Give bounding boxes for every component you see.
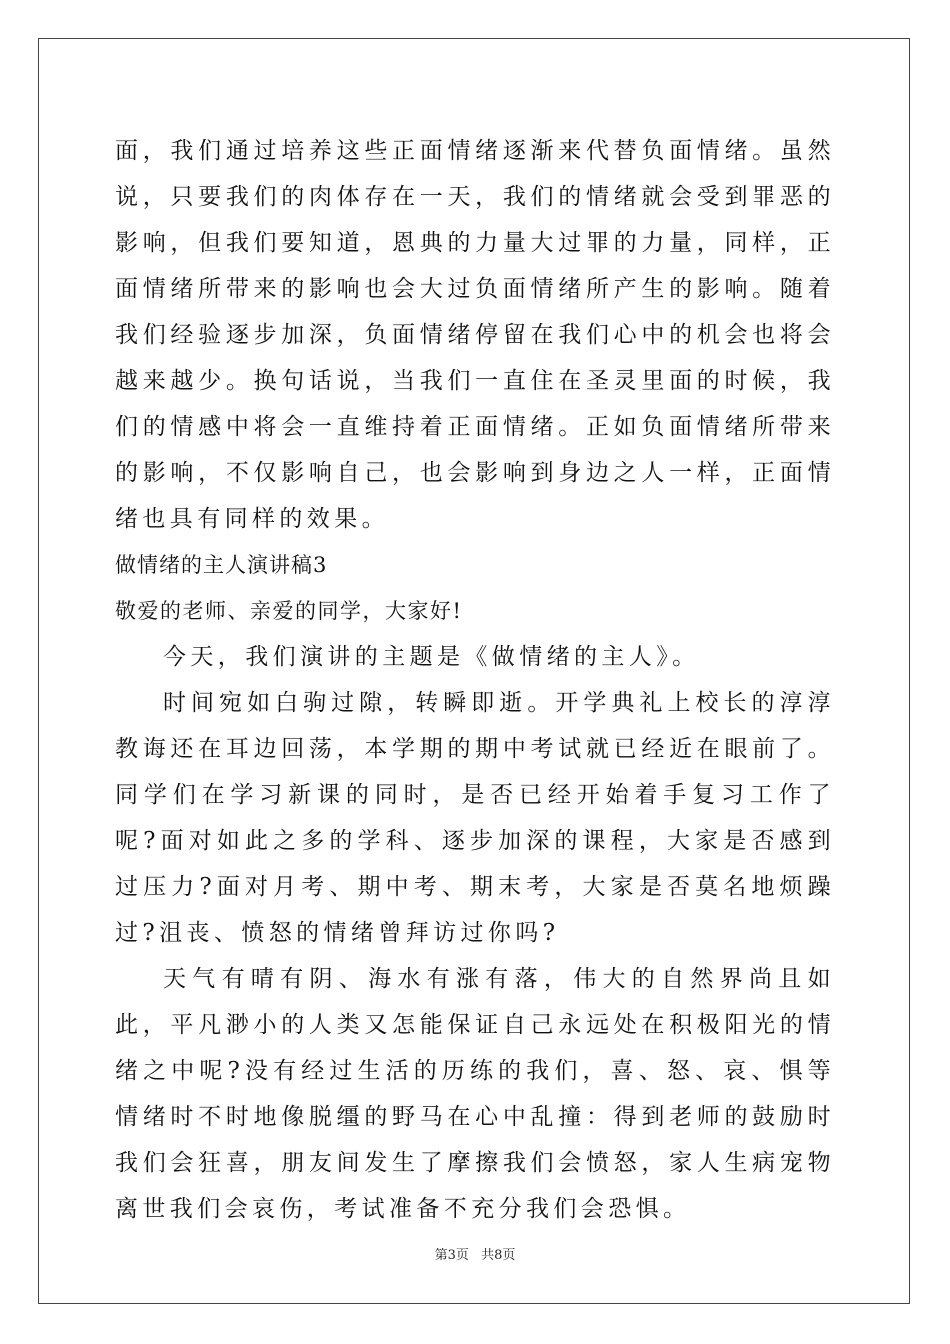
paragraph-continued: 面，我们通过培养这些正面情绪逐渐来代替负面情绪。虽然说，只要我们的肉体存在一天，我们的情绪就会受到罪恶的影响，但我们要知道，恩典的力量大过罪的力量，同样，正面情绪所带来的影响也会大过负面情绪所产生的影响。随着我们经验逐步加深，负面情绪停留在我们心中的机会也将会越来越少。换句话说，当我们一直住在圣灵里面的时候，我们的情感中将会一直维持着正面情绪。正如负面情绪所带来的影响，不仅影响自己，也会影响到身边之人一样，正面情绪也具有同样的效果。 — [115, 138, 835, 532]
section-title: 做情绪的主人演讲稿3 — [115, 553, 328, 577]
paragraph-weather: 天气有晴有阴、海水有涨有落，伟大的自然界尚且如此，平凡渺小的人类又怎能保证自己永远处在积极阳光的情绪之中呢?没有经过生活的历练的我们，喜、怒、哀、惧等情绪时不时地像脱缰的野马在心中乱撞：得到老师的鼓励时我们会狂喜，朋友间发生了摩擦我们会愤怒，家人生病宠物离世我们会哀伤，考试准备不充分我们会恐惧。 — [115, 966, 835, 1222]
paragraph-topic: 今天，我们演讲的主题是《做情绪的主人》。 — [163, 644, 700, 670]
page-total: 共8页 — [481, 1248, 516, 1263]
greeting: 敬爱的老师、亲爱的同学，大家好! — [115, 599, 463, 623]
page-footer — [0, 1244, 950, 1263]
document-body — [115, 128, 835, 1232]
paragraph-time: 时间宛如白驹过隙，转瞬即逝。开学典礼上校长的淳淳教诲还在耳边回荡，本学期的期中考试就已经近在眼前了。同学们在学习新课的同时，是否已经开始着手复习工作了呢?面对如此之多的学科、逐步加深的课程，大家是否感到过压力?面对月考、期中考、期末考，大家是否莫名地烦躁过?沮丧、愤怒的情绪曾拜访过你吗? — [115, 690, 835, 946]
page-number: 第3页 — [434, 1248, 469, 1263]
